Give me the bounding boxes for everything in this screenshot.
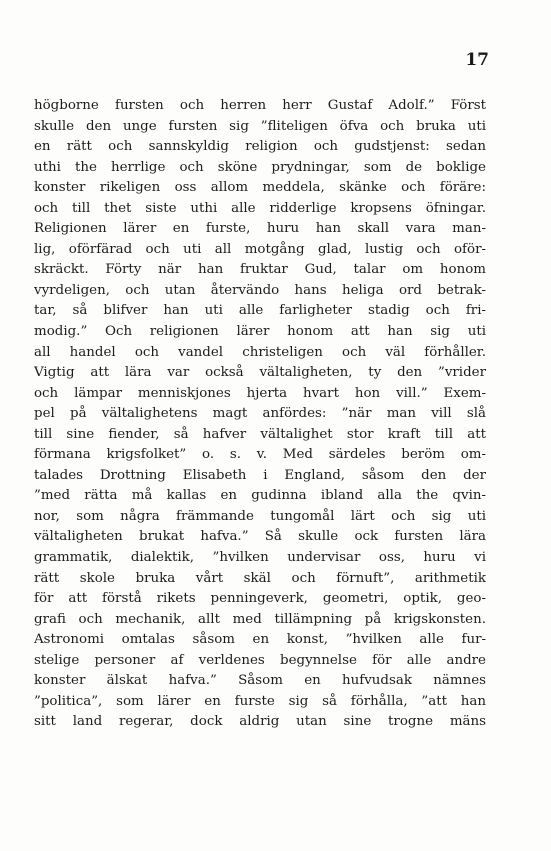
text-line: konster älskat hafva.” Såsom en hufvudsak nämnes (34, 673, 486, 689)
text-line: förmana krigsfolket” o. s. v. Med särdeles beröm om- (34, 447, 486, 463)
text-line: och till thet siste uthi alle ridderlige kropsens öfningar. (34, 200, 486, 216)
text-line: skulle den unge fursten sig ”fliteligen öfva och bruka uti (34, 118, 486, 134)
text-line: för att förstå rikets penningeverk, geometri, optik, geo- (34, 591, 486, 607)
text-line: grafi och mechanik, allt med tillämpning på krigskonsten. (34, 611, 486, 627)
text-line: en rätt och sannskyldig religion och gudstjenst: sedan (34, 139, 486, 155)
text-line: sitt land regerar, dock aldrig utan sine trogne mäns (34, 714, 486, 730)
text-line: modig.” Och religionen lärer honom att han sig uti (34, 324, 486, 340)
text-line: nor, som några främmande tungomål lärt och sig uti (34, 508, 486, 524)
text-line: till sine fiender, så hafver vältalighet stor kraft till att (34, 426, 486, 442)
text-line: och lämpar menniskjones hjerta hvart hon vill.” Exem- (34, 385, 486, 401)
text-line: stelige personer af verldenes begynnelse för alle andre (34, 652, 486, 668)
text-line: vältaligheten brukat hafva.” Så skulle ock fursten lära (34, 529, 486, 545)
text-line: rätt skole bruka vårt skäl och förnuft”, arithmetik (34, 570, 486, 586)
text-line: ”politica”, som lärer en furste sig så förhålla, ”att han (34, 693, 486, 709)
text-line: pel på vältalighetens magt anfördes: ”när man vill slå (34, 406, 486, 422)
text-line: grammatik, dialektik, ”hvilken undervisar oss, huru vi (34, 550, 486, 566)
text-line: Astronomi omtalas såsom en konst, ”hvilken alle fur- (34, 632, 486, 648)
text-line: talades Drottning Elisabeth i England, såsom den der (34, 467, 486, 483)
text-line: lig, oförfärad och uti all motgång glad, lustig och oför- (34, 241, 486, 257)
text-line: uthi the herrlige och sköne prydningar, som de boklige (34, 159, 486, 175)
text-line: all handel och vandel christeligen och väl förhåller. (34, 344, 486, 360)
text-line: ”med rätta må kallas en gudinna ibland alla the qvin- (34, 488, 486, 504)
text-line: skräckt. Förty när han fruktar Gud, talar om honom (34, 262, 486, 278)
text-line: tar, så blifver han uti alle farligheter stadig och fri- (34, 303, 486, 319)
text-line: högborne fursten och herren herr Gustaf Adolf.” Först (34, 98, 486, 113)
text-line: vyrdeligen, och utan återvändo hans heliga ord betrak- (34, 282, 486, 298)
text-line: Religionen lärer en furste, huru han skall vara man- (34, 221, 486, 237)
text-line: Vigtig att lära var också vältaligheten, ty den ”vrider (34, 365, 486, 381)
text-line: konster rikeligen oss allom meddela, skänke och föräre: (34, 180, 486, 196)
page-number: 17 (465, 50, 489, 70)
body-text (34, 96, 486, 733)
